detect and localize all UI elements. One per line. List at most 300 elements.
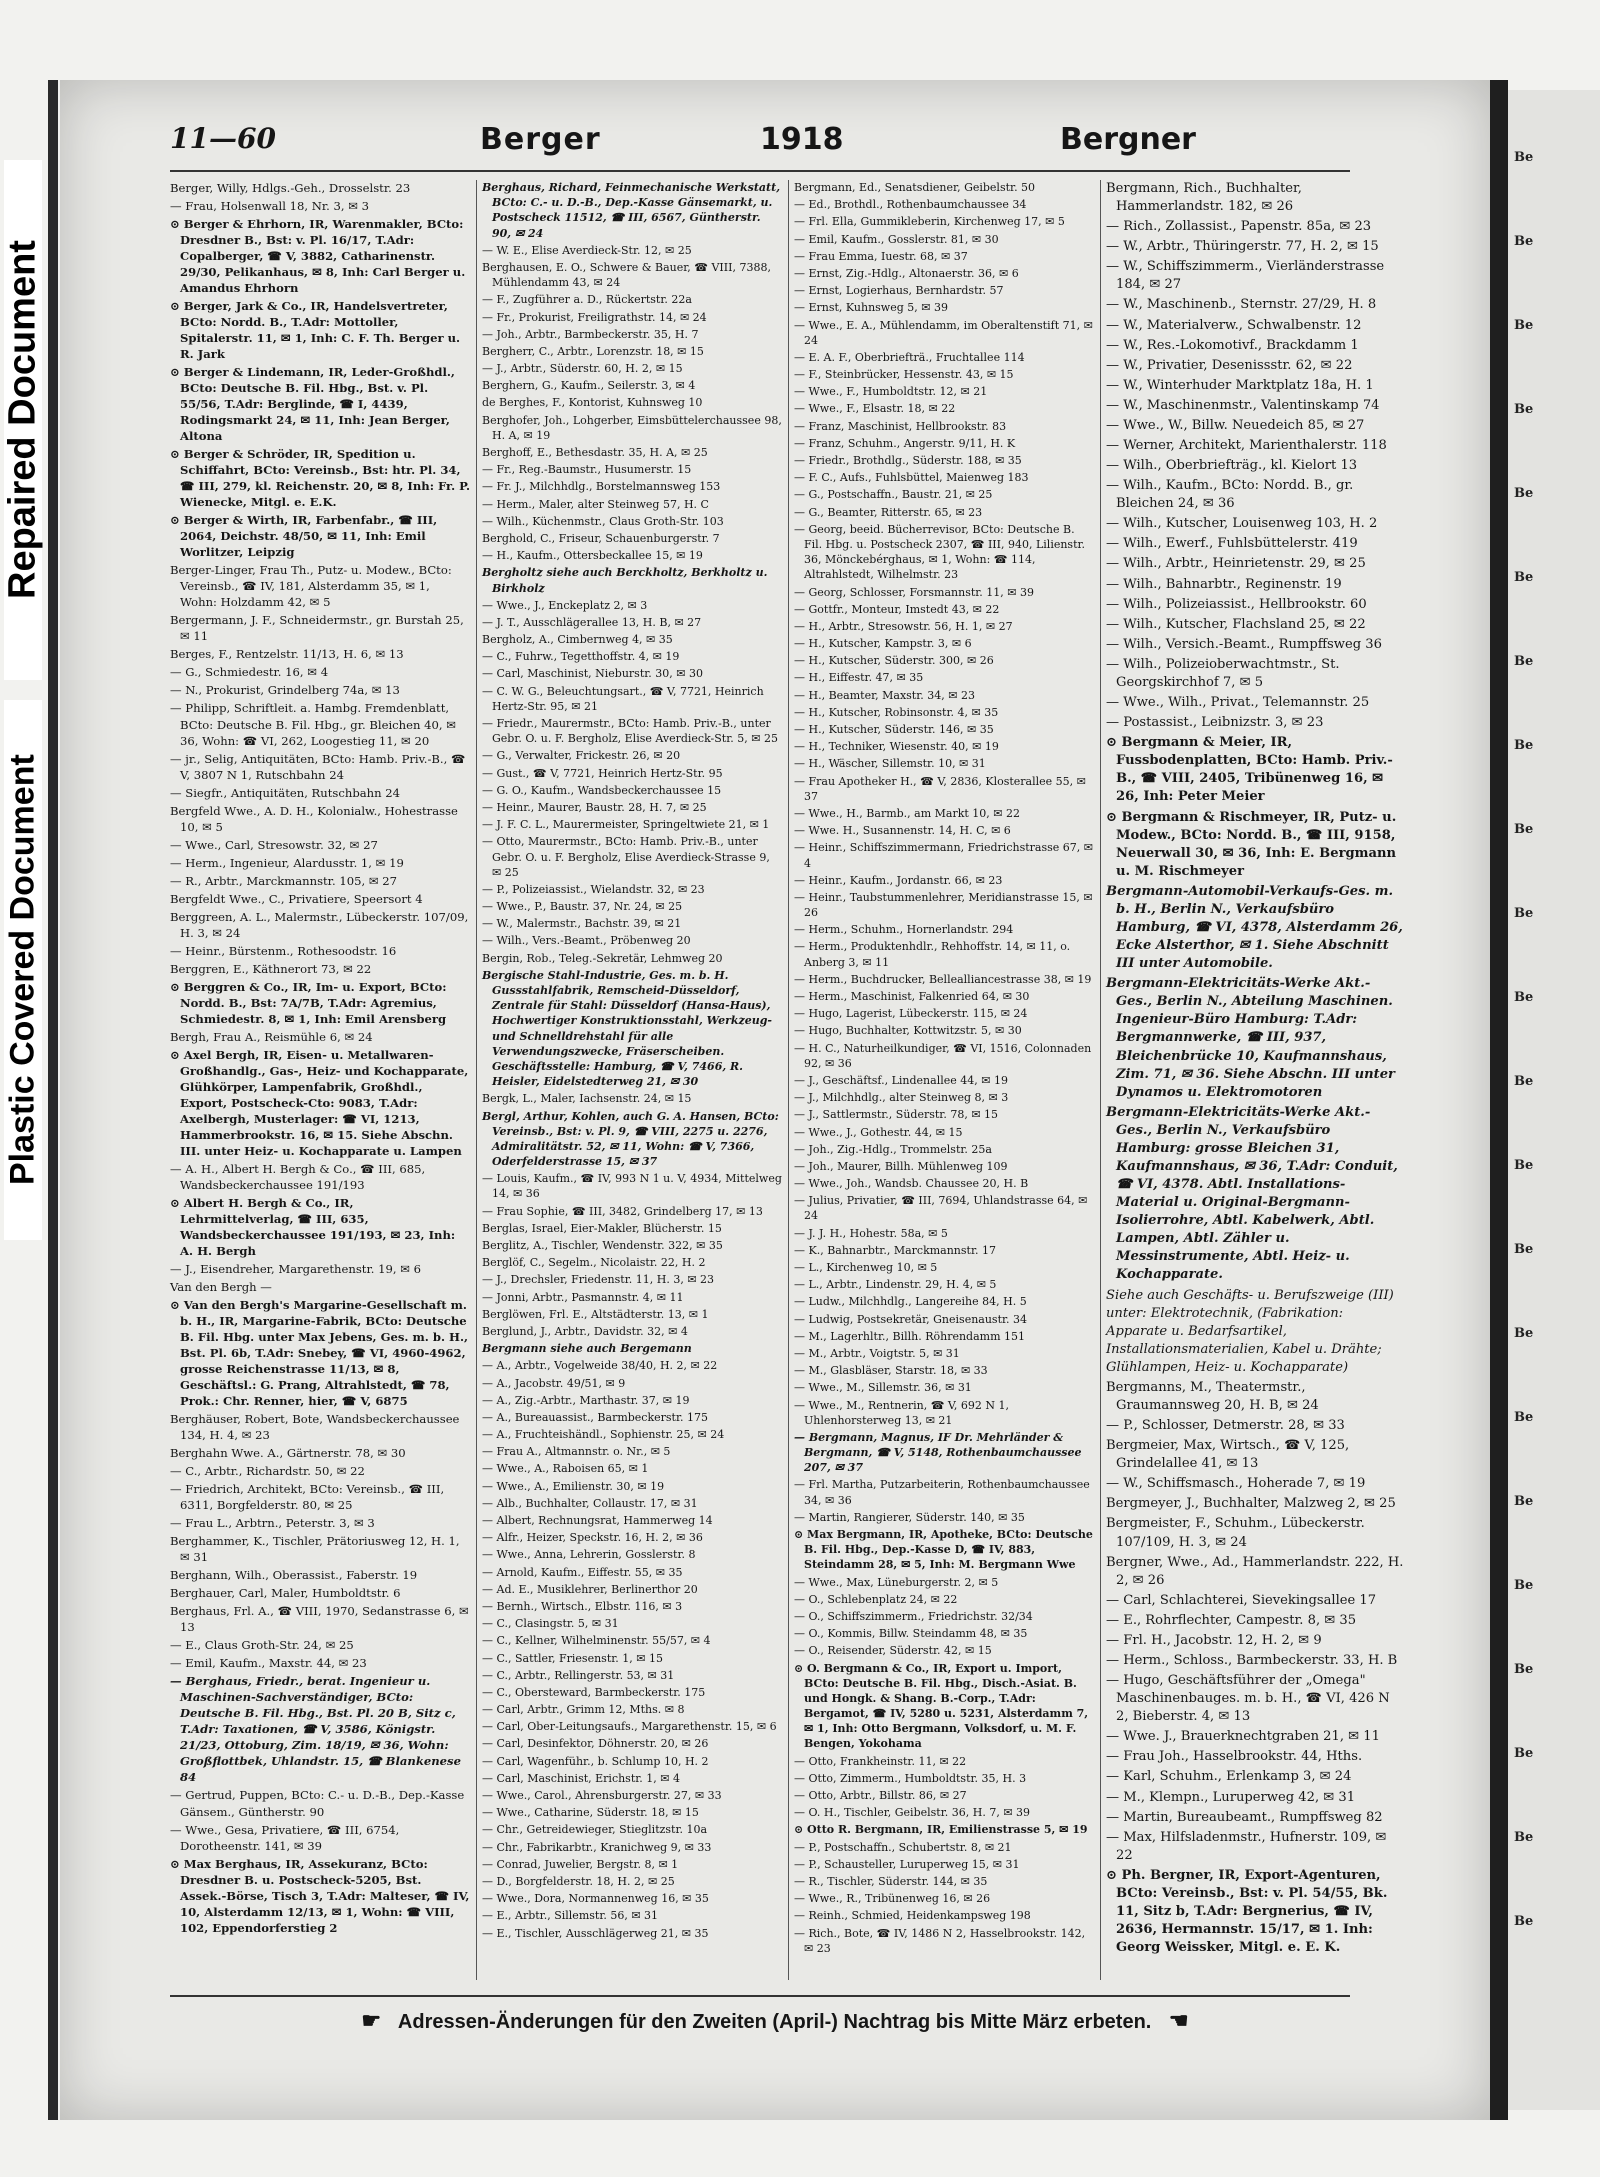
directory-entry: ⊙ Bergmann & Meier, IR, Fussbodenplatten, BCto: Hamb. Priv.-B., ☎ VIII, 2405, Tribünenweg 16, ✉ 26, Inh: Peter Meier — [1106, 735, 1393, 805]
directory-entry: — O., Schlebenplatz 24, ✉ 22 — [794, 1592, 958, 1606]
directory-entry: Siehe auch Geschäfts- u. Berufszweige (III) unter: Elektrotechnik, (Fabrikation: Apparate u. Bedarfsartikel, Installationsmaterialien, Kabel u. Drähte; Glühlampen, Heiz- u. Kochapparate) — [1106, 1287, 1394, 1375]
directory-entry: Berger-Linger, Frau Th., Putz- u. Modew., BCto: Vereinsb., ☎ IV, 181, Alsterdamm 35, ✉ 1, Wohn: Holzdamm 42, ✉ 5 — [170, 563, 452, 610]
column-divider — [788, 180, 789, 1980]
directory-entry: — Gottfr., Monteur, Imstedt 43, ✉ 22 — [794, 602, 1000, 616]
directory-entry: Bergin, Rob., Teleg.-Sekretär, Lehmweg 20 — [482, 951, 723, 965]
directory-entry: — Hugo, Lagerist, Lübeckerstr. 115, ✉ 24 — [794, 1007, 1028, 1021]
binding-edge — [48, 80, 58, 2120]
directory-entry: — L., Arbtr., Lindenstr. 29, H. 4, ✉ 5 — [794, 1278, 997, 1292]
directory-entry: — J., Geschäftsf., Lindenallee 44, ✉ 19 — [794, 1073, 1008, 1087]
directory-entry: — L., Kirchenweg 10, ✉ 5 — [794, 1261, 938, 1274]
directory-entry: — Wwe., A., Emilienstr. 30, ✉ 19 — [482, 1479, 665, 1493]
directory-entry: — Alb., Buchhalter, Collaustr. 17, ✉ 31 — [482, 1496, 698, 1510]
directory-entry: Berghann, Wilh., Oberassist., Faberstr. 19 — [170, 1568, 418, 1583]
adjacent-page-fragment: Be — [1514, 822, 1534, 837]
directory-entry: — Otto, Arbtr., Billstr. 86, ✉ 27 — [794, 1789, 967, 1802]
directory-entry: — Wwe. H., Susannenstr. 14, H. C, ✉ 6 — [794, 824, 1011, 838]
directory-entry: ⊙ Berger, Jark & Co., IR, Handelsvertreter, BCto: Nordd. B., T.Adr: Mottoller, Spitalerstr. 11, ✉ 1, Inh: C. F. Th. Berger u. R. Jark — [170, 299, 461, 362]
directory-entry: — E., Arbtr., Sillemstr. 56, ✉ 31 — [482, 1909, 659, 1923]
directory-entry: — Joh., Arbtr., Barmbeckerstr. 35, H. 7 — [482, 327, 699, 341]
directory-entry: ⊙ Berger & Ehrhorn, IR, Warenmakler, BCto: Dresdner B., Bst: v. Pl. 16/17, T.Adr: Copalberger, ☎ V, 3882, Catharinenstr. 29/30, Pelikanhaus, ✉ 8, Inh: Carl Berger u. Amandus Ehrhorn — [170, 217, 466, 296]
directory-entry: — Alfr., Heizer, Speckstr. 16, H. 2, ✉ 36 — [482, 1531, 703, 1545]
directory-entry: — O. H., Tischler, Geibelstr. 36, H. 7, ✉ 39 — [794, 1806, 1031, 1820]
directory-entry: — Wwe., W., Billw. Neuedeich 85, ✉ 27 — [1106, 417, 1365, 433]
directory-entry: — O., Schiffszimmerm., Friedrichstr. 32/34 — [794, 1609, 1033, 1623]
directory-entry: — Wwe., Wilh., Privat., Telemannstr. 25 — [1106, 695, 1370, 711]
directory-entry: — Wilh., Kaufm., BCto: Nordd. B., gr. Bleichen 24, ✉ 36 — [1106, 478, 1354, 512]
directory-entry: — H., Eiffestr. 47, ✉ 35 — [794, 671, 924, 685]
directory-entry: — H., Beamter, Maxstr. 34, ✉ 23 — [794, 688, 975, 702]
directory-entry: — C., Kellner, Wilhelminenstr. 55/57, ✉ 4 — [482, 1634, 711, 1648]
footer-notice: Adressen-Änderungen für den Zweiten (April-) Nachtrag bis Mitte März erbeten. — [397, 2011, 1152, 2033]
directory-entry: Berghausen, E. O., Schwere & Bauer, ☎ VIII, 7388, Mühlendamm 43, ✉ 24 — [482, 260, 771, 290]
directory-entry: — E., Tischler, Ausschlägerweg 21, ✉ 35 — [482, 1926, 709, 1940]
directory-entry: — Heinr., Schiffszimmermann, Friedrichstrasse 67, ✉ 4 — [794, 841, 1093, 870]
page-number: 11—60 — [170, 122, 276, 155]
adjacent-page-fragment: Be — [1514, 990, 1534, 1005]
repaired-document-label: Repaired Document — [4, 160, 42, 680]
directory-entry: — Wwe., Anna, Lehrerin, Gosslerstr. 8 — [482, 1548, 696, 1562]
adjacent-page-fragment: Be — [1514, 1158, 1534, 1173]
directory-entry: Bergholz, A., Cimbernweg 4, ✉ 35 — [482, 633, 673, 647]
directory-entry: — Joh., Zig.-Hdlg., Trommelstr. 25a — [794, 1142, 992, 1156]
directory-entry: — Wwe., M., Sillemstr. 36, ✉ 31 — [794, 1381, 972, 1395]
directory-entry: Bergmann siehe auch Bergemann — [482, 1342, 692, 1356]
directory-entry: — Franz, Schuhm., Angerstr. 9/11, H. K — [794, 436, 1016, 450]
directory-entry: Bergherr, C., Arbtr., Lorenzstr. 18, ✉ 15 — [482, 344, 704, 358]
directory-entry: ⊙ O. Bergmann & Co., IR, Export u. Import, BCto: Deutsche B. Fil. Hbg., Disch.-Asiat. B. und Hongk. & Shang. B.-Corp., T.Adr: Bergamot, ☎ IV, 5280 u. 5231, Alsterdamm 7, ✉ 1, Inh: Otto Bergmann, Volksdorf, u. M. F. Bengen, Yokohama — [794, 1661, 1089, 1751]
directory-entry: Bergmann, Ed., Senatsdiener, Geibelstr. 50 — [794, 181, 1036, 194]
directory-entry: — Frl. Ella, Gummikleberin, Kirchenweg 17, ✉ 5 — [794, 215, 1065, 229]
adjacent-page-fragment: Be — [1514, 1242, 1534, 1257]
directory-entry: — C., Arbtr., Richardstr. 50, ✉ 22 — [170, 1464, 365, 1479]
directory-entry: — O., Reisender, Süderstr. 42, ✉ 15 — [794, 1644, 992, 1658]
page-footer — [60, 2008, 1490, 2034]
column-2 — [482, 180, 782, 1943]
directory-entry: — Frau, Holsenwall 18, Nr. 3, ✉ 3 — [170, 199, 370, 214]
directory-entry: — Wwe., Carol., Ahrensburgerstr. 27, ✉ 33 — [482, 1789, 722, 1802]
directory-entry: — Herm., Ingenieur, Alardusstr. 1, ✉ 19 — [170, 855, 404, 870]
directory-entry: ⊙ Berggren & Co., IR, Im- u. Export, BCto: Nordd. B., Bst: 7A/7B, T.Adr: Agremius, Schmiedestr. 8, ✉ 1, Inh: Emil Arensberg — [170, 979, 447, 1026]
page-gutter — [1490, 80, 1508, 2120]
directory-entry: — G., Verwalter, Frickestr. 26, ✉ 20 — [482, 749, 681, 763]
directory-entry: — Berghaus, Friedr., berat. Ingenieur u. Maschinen-Sachverständiger, BCto: Deutsche B. Fil. Hbg., Bst. Pl. 20 B, Sitz c, T.Adr: Taxationen, ☎ V, 3586, Königstr. 21/23, Ottoburg, Zim. 18/19, ✉ 36, Wohn: Großflottbek, Uhlandstr. 15, ☎ Blankenese 84 — [170, 1674, 461, 1785]
directory-entry: Berger, Willy, Hdlgs.-Geh., Drosselstr. 23 — [170, 181, 411, 195]
directory-entry: Bergmann-Elektricitäts-Werke Akt.-Ges., Berlin N., Abteilung Maschinen. Ingenieur-Büro Hamburg: T.Adr: Bergmannwerke, ☎ III, 937, Bleichenbrücke 10, Kaufmannshaus, Zim. 71, ✉ 36. Siehe Abschn. III unter Dynamos u. Elektromotoren — [1106, 976, 1395, 1100]
directory-entry: — Frau Emma, Iuestr. 68, ✉ 37 — [794, 249, 968, 263]
directory-entry: — Wwe. J., Brauerknechtgraben 21, ✉ 11 — [1106, 1729, 1380, 1745]
directory-entry: — Ernst, Zig.-Hdlg., Altonaerstr. 36, ✉ 6 — [794, 266, 1019, 280]
directory-entry: — J., Milchhdlg., alter Steinweg 8, ✉ 3 — [794, 1091, 1009, 1105]
directory-entry: — Georg, Schlosser, Forsmannstr. 11, ✉ 39 — [794, 585, 1034, 599]
directory-entry: — Louis, Kaufm., ☎ IV, 993 N 1 u. V, 4934, Mittelweg 14, ✉ 36 — [482, 1172, 782, 1201]
directory-entry: ⊙ Berger & Schröder, IR, Spedition u. Schiffahrt, BCto: Vereinsb., Bst: htr. Pl. 34, ☎ III, 279, kl. Reichenstr. 20, ✉ 8, Inh: Fr. P. Wienecke, Mitgl. e. E.K. — [170, 447, 470, 510]
directory-entry: Bergholtz siehe auch Berckholtz, Berkholtz u. Birkholz — [482, 566, 768, 595]
directory-entry: — Frau Apotheker H., ☎ V, 2836, Klosterallee 55, ✉ 37 — [794, 774, 1086, 803]
directory-entry: — Wwe., R., Tribünenweg 16, ✉ 26 — [794, 1892, 991, 1906]
directory-entry: — Bergmann, Magnus, IF Dr. Mehrländer & Bergmann, ☎ V, 5148, Rothenbaumchaussee 207, ✉ 37 — [794, 1430, 1082, 1475]
directory-entry: — Herm., Produktenhdlr., Rehhoffstr. 14, ✉ 11, o. Anberg 3, ✉ 11 — [794, 940, 1071, 969]
directory-entry: — J. J. H., Hohestr. 58a, ✉ 5 — [794, 1226, 948, 1240]
directory-entry: — Ed., Brothdl., Rothenbaumchaussee 34 — [794, 198, 1027, 212]
directory-entry: — P., Schlosser, Detmerstr. 28, ✉ 33 — [1106, 1418, 1345, 1434]
directory-entry: — Wwe., Gesa, Privatiere, ☎ III, 6754, Dorotheenstr. 141, ✉ 39 — [170, 1822, 400, 1853]
directory-entry: — Wilh., Arbtr., Heinrietenstr. 29, ✉ 25 — [1106, 556, 1366, 572]
directory-entry: — H., Kaufm., Ottersbeckallee 15, ✉ 19 — [482, 549, 703, 563]
directory-entry: — Fr., Prokurist, Freiligrathstr. 14, ✉ 24 — [482, 310, 707, 324]
header-first-keyword: Berger — [480, 122, 601, 157]
adjacent-page-fragment: Be — [1514, 654, 1534, 669]
directory-entry: — C. W. G., Beleuchtungsart., ☎ V, 7721, Heinrich Hertz-Str. 95, ✉ 21 — [482, 684, 764, 713]
directory-entry: Berghammer, K., Tischler, Prätoriusweg 12, H. 1, ✉ 31 — [170, 1534, 460, 1565]
directory-entry: — W., Materialverw., Schwalbenstr. 12 — [1106, 317, 1362, 333]
directory-entry: ⊙ Otto R. Bergmann, IR, Emilienstrasse 5, ✉ 19 — [794, 1823, 1088, 1837]
directory-entry: — F. C., Aufs., Fuhlsbüttel, Maienweg 183 — [794, 471, 1029, 485]
directory-entry: — Arnold, Kaufm., Eiffestr. 55, ✉ 35 — [482, 1565, 683, 1579]
directory-entry: de Berghes, F., Kontorist, Kuhnsweg 10 — [482, 396, 703, 410]
directory-entry: Bergmeister, F., Schuhm., Lübeckerstr. 107/109, H. 3, ✉ 24 — [1106, 1516, 1365, 1550]
directory-entry: — Postassist., Leibnizstr. 3, ✉ 23 — [1106, 715, 1324, 731]
directory-entry: — Friedr., Brothdlg., Süderstr. 188, ✉ 35 — [794, 454, 1022, 467]
directory-entry: — Rich., Bote, ☎ IV, 1486 N 2, Hasselbrookstr. 142, ✉ 23 — [794, 1926, 1086, 1955]
directory-entry: — Max, Hilfsladenmstr., Hufnerstr. 109, ✉ 22 — [1106, 1829, 1387, 1863]
column-divider — [1100, 180, 1101, 1980]
directory-entry: — G. O., Kaufm., Wandsbeckerchaussee 15 — [482, 783, 722, 797]
directory-entry: — Hugo, Buchhalter, Kottwitzstr. 5, ✉ 30 — [794, 1024, 1022, 1038]
directory-entry: — J., Eisendreher, Margarethenstr. 19, ✉ 6 — [170, 1262, 421, 1276]
directory-entry: — Frau Sophie, ☎ III, 3482, Grindelberg 17, ✉ 13 — [482, 1204, 763, 1218]
pointing-hand-right-icon: ☛ — [361, 2008, 382, 2033]
adjacent-page-fragment: Be — [1514, 150, 1534, 165]
directory-entry: ⊙ Ph. Bergner, IR, Export-Agenturen, BCto: Vereinsb., Bst: v. Pl. 54/55, Bk. 11, Sitz b, T.Adr: Bergnerius, ☎ IV, 2636, Hermannstr. 15/17, ✉ 1. Inh: Georg Weissker, Mitgl. e. E. K. — [1106, 1867, 1388, 1956]
directory-entry: — Reinh., Schmied, Heidenkampsweg 198 — [794, 1909, 1031, 1923]
directory-entry: — Ernst, Kuhnsweg 5, ✉ 39 — [794, 301, 948, 315]
directory-entry: — J. T., Ausschlägerallee 13, H. B, ✉ 27 — [482, 615, 702, 629]
directory-entry: — Carl, Wagenführ., b. Schlump 10, H. 2 — [482, 1754, 709, 1768]
directory-entry: — Herm., Schloss., Barmbeckerstr. 33, H. B — [1106, 1653, 1398, 1669]
directory-entry: — R., Tischler, Süderstr. 144, ✉ 35 — [794, 1874, 988, 1888]
directory-entry: Berghern, G., Kaufm., Seilerstr. 3, ✉ 4 — [482, 379, 696, 393]
directory-entry: — Herm., Maschinist, Falkenried 64, ✉ 30 — [794, 990, 1030, 1003]
directory-entry: — W., Malermstr., Bachstr. 39, ✉ 21 — [482, 917, 682, 931]
directory-entry: — Wilh., Kutscher, Flachsland 25, ✉ 22 — [1106, 616, 1366, 632]
adjacent-page-fragment: Be — [1514, 1662, 1534, 1677]
directory-entry: — C., Arbtr., Rellingerstr. 53, ✉ 31 — [482, 1668, 675, 1682]
directory-entry: Berggreen, A. L., Malermstr., Lübeckerstr. 107/09, H. 3, ✉ 24 — [170, 909, 469, 940]
adjacent-page-fragment: Be — [1514, 1074, 1534, 1089]
directory-entry: — H., Arbtr., Stresowstr. 56, H. 1, ✉ 27 — [794, 619, 1013, 633]
directory-entry: — W., Maschinenmstr., Valentinskamp 74 — [1106, 397, 1380, 413]
directory-entry: — K., Bahnarbtr., Marckmannstr. 17 — [794, 1243, 997, 1257]
directory-entry: — Wwe., P., Baustr. 37, Nr. 24, ✉ 25 — [482, 900, 683, 914]
directory-entry: — Wwe., J., Gothestr. 44, ✉ 15 — [794, 1125, 963, 1139]
directory-entry: — Jonni, Arbtr., Pasmannstr. 4, ✉ 11 — [482, 1290, 684, 1304]
directory-entry: — Heinr., Bürstenm., Rothesoodstr. 16 — [170, 943, 397, 958]
directory-entry: — M., Glasbläser, Starstr. 18, ✉ 33 — [794, 1364, 988, 1378]
directory-entry: — Wwe., Carl, Stresowstr. 32, ✉ 27 — [170, 837, 378, 852]
directory-entry: — C., Obersteward, Barmbeckerstr. 175 — [482, 1685, 706, 1699]
directory-entry: — Frau L., Arbtrn., Peterstr. 3, ✉ 3 — [170, 1516, 375, 1531]
directory-entry: — A., Zig.-Arbtr., Marthastr. 37, ✉ 19 — [482, 1393, 690, 1407]
directory-entry: Berglas, Israel, Eier-Makler, Blücherstr. 15 — [482, 1221, 722, 1235]
directory-entry: — Chr., Getreidewieger, Stieglitzstr. 10a — [482, 1823, 708, 1837]
directory-entry: — Carl, Arbtr., Grimm 12, Mths. ✉ 8 — [482, 1703, 685, 1717]
directory-entry: — Friedr., Maurermstr., BCto: Hamb. Priv.-B., unter Gebr. O. u. F. Bergholz, Elise Averdieck-Str. 5, ✉ 25 — [482, 717, 778, 746]
directory-entry: — W., Arbtr., Thüringerstr. 77, H. 2, ✉ 15 — [1106, 239, 1379, 255]
directory-entry: — Herm., Maler, alter Steinweg 57, H. C — [482, 497, 709, 511]
directory-entry: — E. A. F., Oberbriefträ., Fruchtallee 114 — [794, 350, 1025, 364]
directory-entry: Berghofer, Joh., Lohgerber, Eimsbüttelerchaussee 98, H. A, ✉ 19 — [482, 413, 782, 442]
directory-entry: — F., Steinbrücker, Hessenstr. 43, ✉ 15 — [794, 368, 1014, 382]
directory-entry: — H., Kutscher, Süderstr. 146, ✉ 35 — [794, 723, 994, 736]
directory-entry: — Otto, Zimmerm., Humboldtstr. 35, H. 3 — [794, 1771, 1027, 1785]
directory-entry: — Franz, Maschinist, Hellbrookstr. 83 — [794, 419, 1007, 433]
directory-entry: ⊙ Max Berghaus, IR, Assekuranz, BCto: Dresdner B. u. Postscheck-5205, Bst. Assek.-Börse, Tisch 3, T.Adr: Malteser, ☎ IV, 10, Alsterdamm 12/13, ✉ 1, Wohn: ☎ VIII, 102, Eppendorferstieg 2 — [170, 1856, 470, 1935]
directory-entry: Berglitz, A., Tischler, Wendenstr. 322, ✉ 35 — [482, 1239, 723, 1252]
directory-entry: Bergische Stahl-Industrie, Ges. m. b. H. Gussstahlfabrik, Remscheid-Düsseldorf, Zentrale für Stahl: Düsseldorf (Hansa-Haus), Hochwertiger Konstruktionsstahl, Werkzeug- und Schnelldrehstahl für alle Verwendungszwecke, Fräserscheiben. Geschäftsstelle: Hamburg, ☎ V, 7466, R. Heisler, Eidelstedterweg 21, ✉ 30 — [482, 968, 773, 1089]
directory-entry: — Rich., Zollassist., Papenstr. 85a, ✉ 23 — [1106, 219, 1372, 235]
directory-entry: — P., Postschaffn., Schubertstr. 8, ✉ 21 — [794, 1840, 1012, 1854]
directory-entry: — Wwe., Dora, Normannenweg 16, ✉ 35 — [482, 1892, 709, 1906]
directory-entry: Berghahn Wwe. A., Gärtnerstr. 78, ✉ 30 — [170, 1446, 406, 1461]
directory-entry: — N., Prokurist, Grindelberg 74a, ✉ 13 — [170, 683, 400, 698]
directory-entry: — J., Sattlermstr., Süderstr. 78, ✉ 15 — [794, 1108, 999, 1122]
directory-entry: — Frau Joh., Hasselbrookstr. 44, Hths. — [1106, 1749, 1363, 1765]
directory-entry: — Wwe., F., Humboldtstr. 12, ✉ 21 — [794, 385, 988, 399]
directory-entry: — H., Kutscher, Robinsonstr. 4, ✉ 35 — [794, 705, 999, 719]
directory-entry: — Wwe., Joh., Wandsb. Chaussee 20, H. B — [794, 1177, 1029, 1191]
directory-entry: — Heinr., Kaufm., Jordanstr. 66, ✉ 23 — [794, 873, 1003, 887]
directory-entry: — Carl, Maschinist, Nieburstr. 30, ✉ 30 — [482, 667, 703, 681]
directory-entry: ⊙ Max Bergmann, IR, Apotheke, BCto: Deutsche B. Fil. Hbg., Dep.-Kasse D, ☎ IV, 883, Steindamm 28, ✉ 5, Inh: M. Bergmann Wwe — [794, 1528, 1093, 1572]
directory-entry: — Fr., Reg.-Baumstr., Husumerstr. 15 — [482, 463, 692, 477]
directory-entry: — Carl, Schlachterei, Sievekingsallee 17 — [1106, 1592, 1377, 1608]
directory-entry: ⊙ Van den Bergh's Margarine-Gesellschaft m. b. H., IR, Margarine-Fabrik, BCto: Deutsche B. Fil. Hbg. unter Max Jebens, Ges. m. b. H., Bst. Pl. 6b, T.Adr: Snebey, ☎ VI, 4960-4962, grosse Reichenstrasse 11/13, ✉ 8, Geschäftsl.: G. Prang, Altrahlstedt, ☎ 78, Prok.: Chr. Renner, hier, ☎ V, 6875 — [170, 1298, 469, 1409]
directory-entry: — Julius, Privatier, ☎ III, 7694, Uhlandstrasse 64, ✉ 24 — [794, 1194, 1088, 1223]
column-divider — [476, 180, 477, 1980]
directory-entry: Berglöf, C., Segelm., Nicolaistr. 22, H. 2 — [482, 1256, 706, 1270]
directory-entry: — Wwe., M., Rentnerin, ☎ V, 692 N 1, Uhlenhorsterweg 13, ✉ 21 — [794, 1398, 1010, 1427]
directory-entry: — Joh., Maurer, Billh. Mühlenweg 109 — [794, 1159, 1008, 1173]
directory-entry: — H. C., Naturheilkundiger, ☎ VI, 1516, Colonnaden 92, ✉ 36 — [794, 1041, 1092, 1070]
directory-entry: — Wwe., E. A., Mühlendamm, im Oberaltenstift 71, ✉ 24 — [794, 318, 1093, 347]
directory-entry: — Emil, Kaufm., Maxstr. 44, ✉ 23 — [170, 1656, 367, 1671]
directory-entry: — Wilh., Kutscher, Louisenweg 103, H. 2 — [1106, 516, 1378, 532]
directory-entry: — Wilh., Küchenmstr., Claus Groth-Str. 103 — [482, 514, 724, 528]
header-last-keyword: Bergner — [1060, 122, 1196, 157]
column-3 — [794, 180, 1094, 1958]
directory-entry: — Wilh., Bahnarbtr., Reginenstr. 19 — [1106, 576, 1342, 592]
directory-entry: — P., Polizeiassist., Wielandstr. 32, ✉ 23 — [482, 882, 705, 896]
directory-entry: — Philipp, Schriftleit. a. Hambg. Fremdenblatt, BCto: Deutsche B. Fil. Hbg., gr. Bleichen 40, ✉ 36, Wohn: ☎ VI, 262, Loogestieg 11, ✉ 20 — [170, 701, 456, 748]
directory-entry: — A. H., Albert H. Bergh & Co., ☎ III, 685, Wandsbeckerchaussee 191/193 — [170, 1161, 426, 1192]
directory-entry: — A., Fruchteishändl., Sophienstr. 25, ✉ 24 — [482, 1428, 725, 1442]
directory-entry: Bergk, L., Maler, Iachsenstr. 24, ✉ 15 — [482, 1092, 692, 1106]
directory-entry: — Otto, Frankheinstr. 11, ✉ 22 — [794, 1754, 967, 1768]
directory-entry: Bergmann-Automobil-Verkaufs-Ges. m. b. H., Berlin N., Verkaufsbüro Hamburg, ☎ VI, 4378, Alsterdamm 26, Ecke Alsterthor, ✉ 1. Siehe Abschnitt III unter Automobile. — [1106, 883, 1403, 972]
header-rule — [170, 170, 1350, 172]
adjacent-page-fragment: Be — [1514, 1410, 1534, 1425]
column-4 — [1106, 180, 1406, 1959]
directory-entry: — Heinr., Maurer, Baustr. 28, H. 7, ✉ 25 — [482, 800, 707, 814]
directory-entry: — Wwe., Catharine, Süderstr. 18, ✉ 15 — [482, 1806, 699, 1820]
adjacent-page-fragment: Be — [1514, 402, 1534, 417]
directory-entry: — H., Kutscher, Kampstr. 3, ✉ 6 — [794, 637, 972, 651]
directory-entry: — Wwe., A., Raboisen 65, ✉ 1 — [482, 1462, 649, 1476]
directory-entry: Bergmann-Elektricitäts-Werke Akt.-Ges., Berlin N., Verkaufsbüro Hamburg: grosse Bleichen 31, Kaufmannshaus, ✉ 36, T.Adr: Conduit, ☎ VI, 4378. Abtl. Installations-Material u. Original-Bergmann-Isolierrohre, Abtl. Kabelwerk, Abtl. Lampen, Abtl. Zähler u. Messinstrumente, Abtl. Heiz- u. Kochapparate. — [1106, 1104, 1398, 1283]
directory-entry: — Ernst, Logierhaus, Bernhardstr. 57 — [794, 284, 1004, 298]
directory-entry: — C., Sattler, Friesenstr. 1, ✉ 15 — [482, 1651, 663, 1665]
directory-entry: — J., Drechsler, Friedenstr. 11, H. 3, ✉ 23 — [482, 1273, 715, 1287]
directory-entry: — Albert, Rechnungsrat, Hammerweg 14 — [482, 1514, 713, 1527]
directory-entry: — J., Arbtr., Süderstr. 60, H. 2, ✉ 15 — [482, 362, 683, 376]
directory-entry: — Carl, Desinfektor, Döhnerstr. 20, ✉ 26 — [482, 1737, 709, 1751]
directory-entry: — P., Schausteller, Luruperweg 15, ✉ 31 — [794, 1857, 1020, 1871]
directory-entry: Bergfeldt Wwe., C., Privatiere, Speersort 4 — [170, 891, 423, 906]
directory-entry: — A., Bureauassist., Barmbeckerstr. 175 — [482, 1410, 709, 1424]
directory-entry: — F., Zugführer a. D., Rückertstr. 22a — [482, 293, 692, 307]
directory-entry: Bergh, Frau A., Reismühle 6, ✉ 24 — [170, 1029, 373, 1044]
directory-entry: — O., Kommis, Billw. Steindamm 48, ✉ 35 — [794, 1627, 1028, 1641]
directory-entry: — Siegfr., Antiquitäten, Rutschbahn 24 — [170, 785, 401, 800]
directory-entry: — G., Postschaffn., Baustr. 21, ✉ 25 — [794, 488, 993, 502]
directory-entry: — Gertrud, Puppen, BCto: C.- u. D.-B., Dep.-Kasse Gänsem., Güntherstr. 90 — [170, 1788, 465, 1819]
pointing-hand-left-icon: ☚ — [1168, 2008, 1189, 2033]
adjacent-page-fragment: Be — [1514, 318, 1534, 333]
directory-entry: Berglund, J., Arbtr., Davidstr. 32, ✉ 4 — [482, 1324, 688, 1338]
directory-entry: — H., Wäscher, Sillemstr. 10, ✉ 31 — [794, 757, 986, 771]
directory-entry: — Werner, Architekt, Marienthalerstr. 118 — [1106, 438, 1387, 454]
directory-entry: — W., Schiffsmasch., Hoherade 7, ✉ 19 — [1106, 1476, 1366, 1492]
directory-entry: Berggren, E., Käthnerort 73, ✉ 22 — [170, 961, 372, 976]
directory-entry: — Otto, Maurermstr., BCto: Hamb. Priv.-B., unter Gebr. O. u. F. Bergholz, Elise Averdieck-Strasse 9, ✉ 25 — [482, 835, 770, 879]
directory-entry: — Ludwig, Postsekretär, Gneisenaustr. 34 — [794, 1312, 1028, 1326]
directory-entry: — Wilh., Oberbriefträg., kl. Kielort 13 — [1106, 458, 1358, 474]
directory-entry: Bergl, Arthur, Kohlen, auch G. A. Hansen, BCto: Vereinsb., Bst: v. Pl. 9, ☎ VIII, 2275 u. 2276, Admiralitätstr. 52, ✉ 11, Wohn: ☎ V, 7366, Oderfelderstrasse 15, ✉ 37 — [482, 1109, 779, 1169]
adjacent-page-fragment: Be — [1514, 906, 1534, 921]
directory-entry: Bergmeier, Max, Wirtsch., ☎ V, 125, Grindelallee 41, ✉ 13 — [1106, 1438, 1350, 1472]
directory-entry: Berges, F., Rentzelstr. 11/13, H. 6, ✉ 13 — [170, 647, 404, 662]
directory-entry: Berghäuser, Robert, Bote, Wandsbeckerchaussee 134, H. 4, ✉ 23 — [170, 1412, 460, 1443]
directory-entry: ⊙ Axel Bergh, IR, Eisen- u. Metallwaren-Großhandlg., Gas-, Heiz- und Kochapparate, Glühkörper, Lampenfabrik, Großhdl., Export, Postscheck-Cto: 9083, T.Adr: Axelbergh, Musterlager: ☎ VI, 1213, Hammerbrookstr. 16, ✉ 15. Siehe Abschn. III. unter Heiz- u. Kochapparate u. Lampen — [170, 1047, 469, 1158]
directory-entry: — Frau A., Altmannstr. o. Nr., ✉ 5 — [482, 1445, 671, 1459]
directory-entry: — M., Arbtr., Voigtstr. 5, ✉ 31 — [794, 1346, 960, 1360]
adjacent-page-fragment: Be — [1514, 1494, 1534, 1509]
directory-entry: Berghauer, Carl, Maler, Humboldtstr. 6 — [170, 1586, 401, 1601]
directory-entry: — Fr. J., Milchhdlg., Borstelmannsweg 153 — [482, 480, 721, 494]
directory-entry: — Martin, Bureaubeamt., Rumpffsweg 82 — [1106, 1809, 1383, 1825]
directory-entry: — Wilh., Polizeiassist., Hellbrookstr. 60 — [1106, 596, 1367, 612]
directory-entry: — Frl. Martha, Putzarbeiterin, Rothenbaumchaussee 34, ✉ 36 — [794, 1478, 1090, 1507]
directory-entry: Bergfeld Wwe., A. D. H., Kolonialw., Hohestrasse 10, ✉ 5 — [170, 803, 458, 834]
directory-entry: Van den Bergh — — [170, 1280, 272, 1295]
directory-entry: — Ludw., Milchhdlg., Langereihe 84, H. 5 — [794, 1295, 1027, 1309]
directory-entry: Berghold, C., Friseur, Schauenburgerstr. 7 — [482, 531, 720, 545]
directory-entry: — W. E., Elise Averdieck-Str. 12, ✉ 25 — [482, 243, 692, 257]
directory-entry: Berghaus, Richard, Feinmechanische Werkstatt, BCto: C.- u. D.-B., Dep.-Kasse Gänsemarkt, u. Postscheck 11512, ☎ III, 6567, Güntherstr. 90, ✉ 24 — [482, 181, 781, 240]
adjacent-page-edge — [1508, 90, 1600, 2110]
directory-entry: — Herm., Buchdrucker, Bellealliancestrasse 38, ✉ 19 — [794, 972, 1092, 986]
directory-entry: Berglöwen, Frl. E., Altstädterstr. 13, ✉ 1 — [482, 1307, 709, 1321]
directory-entry: — Wwe., Max, Lüneburgerstr. 2, ✉ 5 — [794, 1575, 999, 1589]
directory-entry: — Frl. H., Jacobstr. 12, H. 2, ✉ 9 — [1106, 1632, 1322, 1648]
directory-entry: — W., Winterhuder Marktplatz 18a, H. 1 — [1106, 377, 1374, 393]
directory-entry: — Bernh., Wirtsch., Elbstr. 116, ✉ 3 — [482, 1599, 683, 1613]
adjacent-page-fragment: Be — [1514, 1914, 1534, 1929]
directory-entry: — Karl, Schuhm., Erlenkamp 3, ✉ 24 — [1106, 1769, 1352, 1785]
directory-entry: — C., Clasingstr. 5, ✉ 31 — [482, 1617, 619, 1631]
directory-entry: ⊙ Berger & Wirth, IR, Farbenfabr., ☎ III, 2064, Deichstr. 48/50, ✉ 11, Inh: Emil Worlitzer, Leipzig — [170, 513, 438, 560]
directory-entry: — Carl, Ober-Leitungsaufs., Margarethenstr. 15, ✉ 6 — [482, 1720, 777, 1734]
directory-entry: — jr., Selig, Antiquitäten, BCto: Hamb. Priv.-B., ☎ V, 3807 N 1, Rutschbahn 24 — [170, 751, 466, 782]
directory-entry: — Chr., Fabrikarbtr., Kranichweg 9, ✉ 33 — [482, 1840, 712, 1854]
directory-entry: — Heinr., Taubstummenlehrer, Meridianstrasse 15, ✉ 26 — [794, 890, 1093, 920]
directory-entry: — Wilh., Ewerf., Fuhlsbüttelerstr. 419 — [1106, 536, 1358, 552]
directory-entry: — H., Kutscher, Süderstr. 300, ✉ 26 — [794, 654, 994, 668]
directory-entry: — Martin, Rangierer, Süderstr. 140, ✉ 35 — [794, 1510, 1025, 1524]
directory-entry: — Wilh., Vers.-Beamt., Pröbenweg 20 — [482, 934, 691, 948]
footer-rule — [170, 1995, 1350, 1997]
directory-entry: — Ad. E., Musiklehrer, Berlinerthor 20 — [482, 1582, 698, 1596]
directory-entry: — W., Maschinenb., Sternstr. 27/29, H. 8 — [1106, 297, 1377, 313]
directory-entry: Bergmeyer, J., Buchhalter, Malzweg 2, ✉ 25 — [1106, 1496, 1396, 1512]
directory-entry: — G., Schmiedestr. 16, ✉ 4 — [170, 665, 329, 680]
directory-entry: — Carl, Maschinist, Erichstr. 1, ✉ 4 — [482, 1771, 680, 1785]
directory-entry: — H., Techniker, Wiesenstr. 40, ✉ 19 — [794, 740, 999, 754]
header-year: 1918 — [760, 122, 844, 157]
adjacent-page-fragment: Be — [1514, 570, 1534, 585]
directory-entry: — E., Claus Groth-Str. 24, ✉ 25 — [170, 1638, 354, 1653]
directory-entry: — Herm., Schuhm., Hornerlandstr. 294 — [794, 923, 1014, 937]
directory-entry: — W., Res.-Lokomotivf., Brackdamm 1 — [1106, 337, 1359, 353]
directory-entry: Bergmann, Rich., Buchhalter, Hammerlandstr. 182, ✉ 26 — [1106, 181, 1302, 215]
directory-entry: — Wwe., J., Enckeplatz 2, ✉ 3 — [482, 598, 648, 612]
directory-entry: — Emil, Kaufm., Gosslerstr. 81, ✉ 30 — [794, 232, 999, 246]
directory-entry: — Conrad, Juwelier, Bergstr. 8, ✉ 1 — [482, 1857, 679, 1871]
directory-entry: — C., Fuhrw., Tegetthoffstr. 4, ✉ 19 — [482, 650, 680, 664]
directory-entry: ⊙ Bergmann & Rischmeyer, IR, Putz- u. Modew., BCto: Nordd. B., ☎ III, 9158, Neuerwall 30, ✉ 36, Inh: E. Bergmann u. M. Rischmeyer — [1106, 809, 1397, 879]
directory-entry: — R., Arbtr., Marckmannstr. 105, ✉ 27 — [170, 873, 397, 888]
directory-entry: — A., Jacobstr. 49/51, ✉ 9 — [482, 1376, 626, 1390]
directory-entry: — E., Rohrflechter, Campestr. 8, ✉ 35 — [1106, 1612, 1357, 1628]
directory-entry: Berghoff, E., Bethesdastr. 35, H. A, ✉ 25 — [482, 446, 708, 459]
column-1 — [170, 180, 470, 1938]
directory-entry: — W., Privatier, Desenissstr. 62, ✉ 22 — [1106, 357, 1353, 373]
directory-entry: Bergner, Wwe., Ad., Hammerlandstr. 222, H. 2, ✉ 26 — [1106, 1554, 1404, 1588]
plastic-covered-document-label: Plastic Covered Document — [4, 700, 42, 1240]
directory-entry: — M., Lagerhltr., Billh. Röhrendamm 151 — [794, 1329, 1025, 1343]
directory-page — [60, 80, 1490, 2120]
adjacent-page-fragment: Be — [1514, 738, 1534, 753]
directory-entry: — M., Klempn., Luruperweg 42, ✉ 31 — [1106, 1789, 1356, 1805]
directory-entry: — D., Borgfelderstr. 18, H. 2, ✉ 25 — [482, 1874, 675, 1888]
directory-entry: Bergermann, J. F., Schneidermstr., gr. Burstah 25, ✉ 11 — [170, 613, 464, 644]
adjacent-page-fragment: Be — [1514, 234, 1534, 249]
directory-entry: — Wilh., Versich.-Beamt., Rumpffsweg 36 — [1106, 636, 1382, 652]
directory-entry: — Friedrich, Architekt, BCto: Vereinsb., ☎ III, 6311, Borgfelderstr. 80, ✉ 25 — [170, 1482, 445, 1513]
directory-entry: — Gust., ☎ V, 7721, Heinrich Hertz-Str. 95 — [482, 766, 723, 780]
directory-entry: — Hugo, Geschäftsführer der „Omega" Maschinenbauges. m. b. H., ☎ VI, 426 N 2, Bieberstr. 4, ✉ 13 — [1106, 1673, 1390, 1725]
adjacent-page-fragment: Be — [1514, 1830, 1534, 1845]
adjacent-page-fragment: Be — [1514, 1326, 1534, 1341]
directory-entry: — W., Schiffszimmerm., Vierländerstrasse 184, ✉ 27 — [1106, 259, 1385, 293]
directory-entry: Bergmanns, M., Theatermstr., Graumannsweg 20, H. B, ✉ 24 — [1106, 1379, 1319, 1413]
directory-entry: — J. F. C. L., Maurermeister, Springeltwiete 21, ✉ 1 — [482, 818, 770, 832]
adjacent-page-fragment: Be — [1514, 486, 1534, 501]
page-header — [60, 122, 1490, 162]
directory-entry: — Wwe., F., Elsastr. 18, ✉ 22 — [794, 402, 956, 416]
directory-entry: ⊙ Albert H. Bergh & Co., IR, Lehrmittelverlag, ☎ III, 635, Wandsbeckerchaussee 191/193, ✉ 23, Inh: A. H. Bergh — [170, 1195, 456, 1258]
